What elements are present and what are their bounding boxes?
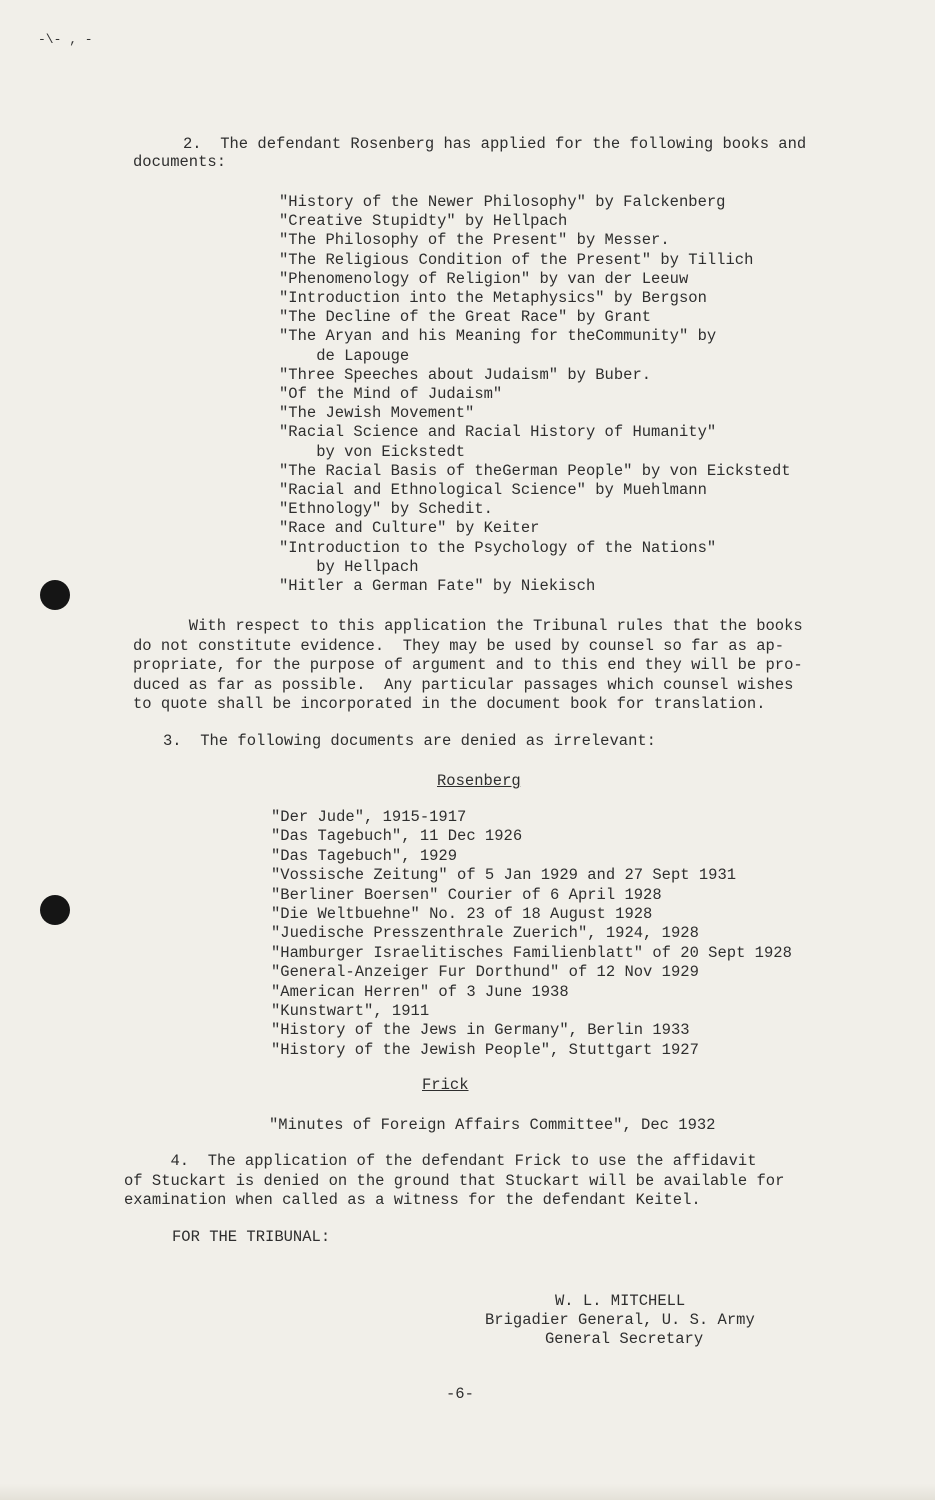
rosenberg-heading: Rosenberg bbox=[437, 772, 521, 790]
book-entry: "Introduction into the Metaphysics" by Bergson bbox=[279, 289, 707, 307]
ruling-line: With respect to this application the Tribunal rules that the books bbox=[133, 617, 803, 635]
ruling-line: duced as far as possible. Any particular passages which counsel wishes bbox=[133, 675, 794, 694]
rosenberg-document: "Vossische Zeitung" of 5 Jan 1929 and 27 Sept 1931 bbox=[271, 866, 737, 885]
signature-rank: Brigadier General, U. S. Army bbox=[485, 1311, 755, 1329]
signature-title: General Secretary bbox=[545, 1330, 704, 1348]
book-entry: "The Decline of the Great Race" by Grant bbox=[279, 308, 652, 327]
book-entry: "The Religious Condition of the Present" by Tillich bbox=[279, 250, 754, 269]
rosenberg-document: "Das Tagebuch", 1929 bbox=[271, 846, 458, 865]
corner-mark: -\- , - bbox=[38, 32, 93, 47]
rosenberg-document: "Berliner Boersen" Courier of 6 April 1928 bbox=[271, 885, 662, 904]
rosenberg-document: "History of the Jews in Germany", Berlin 1933 bbox=[271, 1021, 690, 1040]
ruling-line: to quote shall be incorporated in the document book for translation. bbox=[133, 695, 766, 713]
para2-line1: 2. The defendant Rosenberg has applied for the following books and bbox=[183, 135, 807, 153]
signature-name: W. L. MITCHELL bbox=[555, 1292, 686, 1310]
book-entry: "Introduction to the Psychology of the Nations" bbox=[279, 538, 717, 557]
book-entry: "Racial and Ethnological Science" by Muehlmann bbox=[279, 481, 707, 499]
rosenberg-document: "History of the Jewish People", Stuttgart 1927 bbox=[271, 1040, 699, 1059]
para4-line: 4. The application of the defendant Frick to use the affidavit bbox=[124, 1152, 757, 1170]
book-entry: by von Eickstedt bbox=[279, 442, 466, 461]
ruling-line: do not constitute evidence. They may be used by counsel so far as ap- bbox=[133, 636, 785, 655]
book-entry: by Hellpach bbox=[279, 557, 419, 576]
book-entry: "Phenomenology of Religion" by van der Leeuw bbox=[279, 269, 689, 288]
book-entry: "Race and Culture" by Keiter bbox=[279, 519, 540, 538]
book-entry: "Of the Mind of Judaism" bbox=[279, 385, 503, 403]
book-entry: "Hitler a German Fate" by Niekisch bbox=[279, 577, 596, 595]
rosenberg-document: "Hamburger Israelitisches Familienblatt" of 20 Sept 1928 bbox=[271, 943, 792, 962]
frick-heading: Frick bbox=[422, 1076, 469, 1094]
book-entry: "The Aryan and his Meaning for theCommunity" by bbox=[279, 327, 717, 346]
para4-line: examination when called as a witness for the defendant Keitel. bbox=[124, 1191, 701, 1209]
para3: 3. The following documents are denied as irrelevant: bbox=[163, 732, 656, 750]
para4-line: of Stuckart is denied on the ground that Stuckart will be available for bbox=[124, 1171, 785, 1190]
punch-hole-bottom bbox=[40, 895, 70, 925]
rosenberg-document: "Juedische Presszenthrale Zuerich", 1924, 1928 bbox=[271, 924, 699, 943]
book-entry: "The Philosophy of the Present" by Messer. bbox=[279, 231, 670, 250]
book-entry: "The Racial Basis of theGerman People" by von Eickstedt bbox=[279, 461, 791, 480]
book-entry: "Racial Science and Racial History of Humanity" bbox=[279, 423, 717, 442]
book-entry: "The Jewish Movement" bbox=[279, 404, 475, 423]
ruling-line: propriate, for the purpose of argument and to this end they will be pro- bbox=[133, 656, 803, 674]
book-entry: "Creative Stupidty" by Hellpach bbox=[279, 212, 568, 231]
book-entry: "Three Speeches about Judaism" by Buber. bbox=[279, 365, 652, 384]
para2-line2: documents: bbox=[133, 153, 227, 171]
rosenberg-document: "Die Weltbuehne" No. 23 of 18 August 1928 bbox=[271, 905, 653, 923]
rosenberg-document: "Das Tagebuch", 11 Dec 1926 bbox=[271, 827, 523, 846]
page-number: -6- bbox=[446, 1385, 474, 1403]
book-entry: de Lapouge bbox=[279, 346, 410, 365]
frick-document: "Minutes of Foreign Affairs Committee", Dec 1932 bbox=[269, 1116, 716, 1134]
rosenberg-document: "American Herren" of 3 June 1938 bbox=[271, 982, 569, 1001]
page-bottom-edge bbox=[0, 1484, 935, 1500]
rosenberg-document: "Der Jude", 1915-1917 bbox=[271, 808, 467, 826]
book-entry: "Ethnology" by Schedit. bbox=[279, 500, 493, 519]
punch-hole-top bbox=[40, 580, 70, 610]
rosenberg-document: "General-Anzeiger Fur Dorthund" of 12 Nov 1929 bbox=[271, 963, 699, 982]
for-the-tribunal: FOR THE TRIBUNAL: bbox=[172, 1228, 331, 1246]
rosenberg-document: "Kunstwart", 1911 bbox=[271, 1002, 430, 1020]
book-entry: "History of the Newer Philosophy" by Falckenberg bbox=[279, 193, 726, 211]
